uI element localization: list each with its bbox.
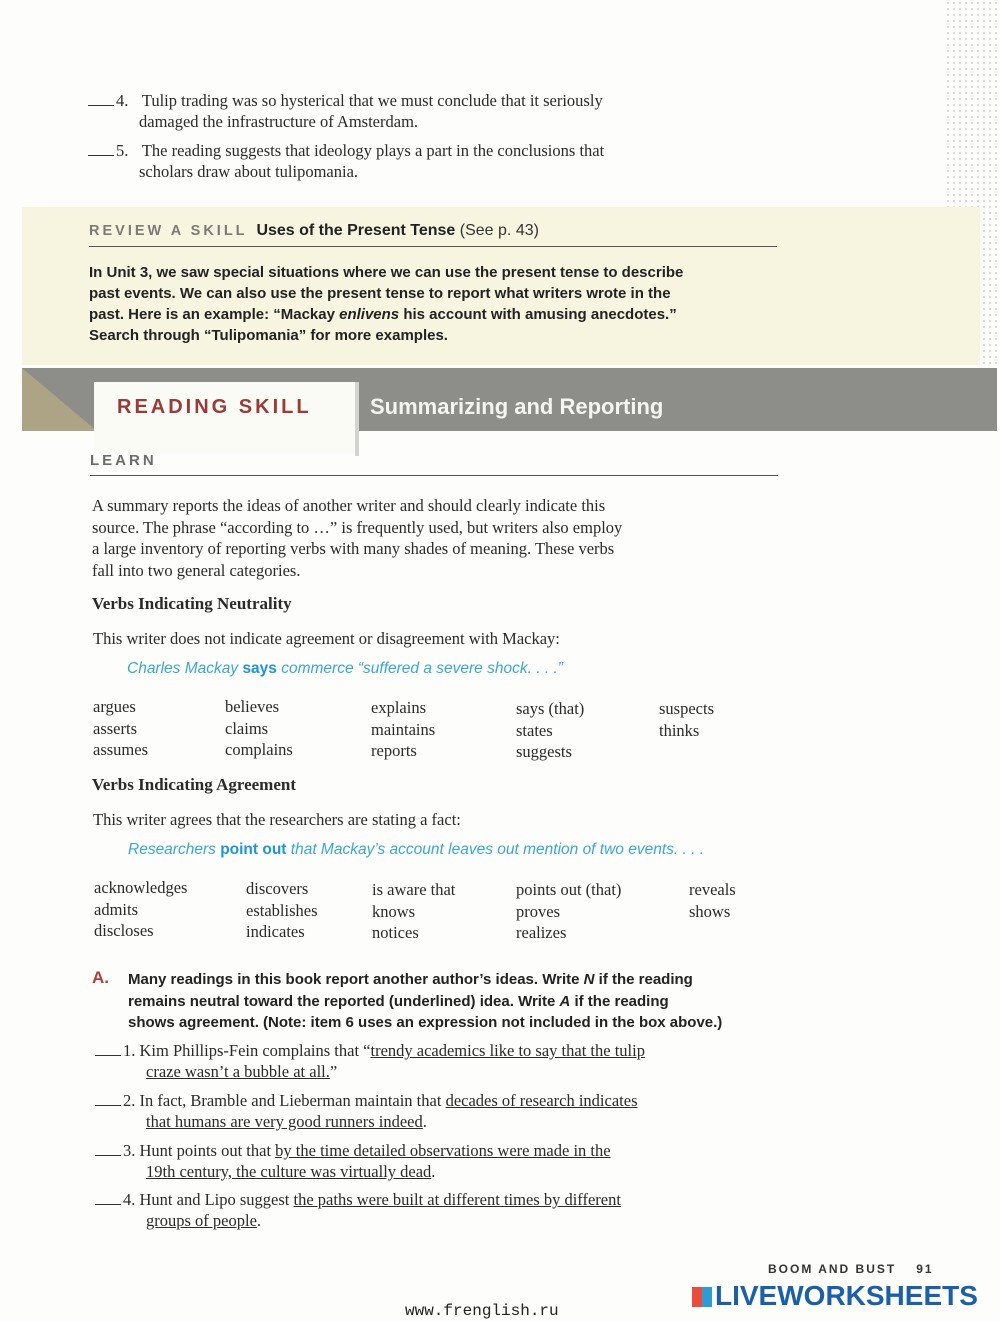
statement-item-4: 4. Tulip trading was so hysterical that we must conclude that it seriously damaged the infrastructure of Amsterdam. xyxy=(88,90,748,132)
exercise-label: A. xyxy=(92,968,109,987)
divider xyxy=(90,475,778,476)
agreement-verbs-col-4: points out (that) proves realizes xyxy=(516,880,622,942)
page-footer: BOOM AND BUST 91 xyxy=(768,1262,934,1276)
answer-blank[interactable] xyxy=(95,1155,121,1156)
exercise-item-3: 3. Hunt points out that by the time detailed observations were made in the 19th century, the culture was virtually dead. xyxy=(95,1140,785,1182)
statement-item-5: 5. The reading suggests that ideology plays a part in the conclusions that scholars draw about tulipomania. xyxy=(88,140,748,182)
neutral-verbs-col-5: suspects thinks xyxy=(659,699,714,740)
reading-skill-label: READING SKILL xyxy=(117,396,312,418)
neutral-verbs-col-4: says (that) states suggests xyxy=(516,699,585,761)
neutrality-intro: This writer does not indicate agreement or disagreement with Mackay: xyxy=(93,629,560,648)
exercise-instructions: Many readings in this book report another author’s ideas. Write N if the reading remains neutral toward the reported (underlined) idea. Write A if the reading shows agreement. (Note: item 6 uses an expression not included in the box above.) xyxy=(128,971,723,1031)
answer-blank[interactable] xyxy=(88,105,114,106)
agreement-heading: Verbs Indicating Agreement xyxy=(92,775,296,794)
answer-blank[interactable] xyxy=(95,1055,121,1056)
divider xyxy=(89,246,777,247)
learn-paragraph: A summary reports the ideas of another writer and should clearly indicate this source. The phrase “according to …” is frequently used, but writers also employ a large inventory of reporting verbs with many shades of meaning. These verbs fall into two general categories. xyxy=(92,496,623,580)
neutral-verbs-col-1: argues asserts assumes xyxy=(93,697,148,759)
neutral-verbs-col-2: believes claims complains xyxy=(225,697,293,759)
review-skill-heading: REVIEW A SKILL Uses of the Present Tense (See p. 43) xyxy=(89,222,539,239)
exercise-item-4: 4. Hunt and Lipo suggest the paths were built at different times by different groups of people. xyxy=(95,1189,785,1231)
agreement-verbs-col-2: discovers establishes indicates xyxy=(246,879,318,941)
agreement-verbs-col-3: is aware that knows notices xyxy=(372,880,456,942)
page-number: 91 xyxy=(916,1262,934,1276)
agreement-intro: This writer agrees that the researchers are stating a fact: xyxy=(93,810,461,829)
liveworksheets-logo: LIVEWORKSHEETS xyxy=(692,1280,978,1312)
agreement-verbs-col-5: reveals shows xyxy=(689,880,736,921)
reading-skill-title: Summarizing and Reporting xyxy=(370,394,664,419)
source-url: www.frenglish.ru xyxy=(405,1302,559,1320)
learn-heading: LEARN xyxy=(90,452,157,469)
neutrality-example: Charles Mackay says commerce “suffered a severe shock. . . .” xyxy=(127,660,563,677)
agreement-example: Researchers point out that Mackay’s account leaves out mention of two events. . . . xyxy=(128,841,705,858)
agreement-verbs-col-1: acknowledges admits discloses xyxy=(94,878,188,940)
answer-blank[interactable] xyxy=(95,1105,121,1106)
answer-blank[interactable] xyxy=(88,155,114,156)
review-skill-text: In Unit 3, we saw special situations where we can use the present tense to describe past events. We can also use the present tense to report what writers wrote in the past. Here is an example: “Mackay enlivens his account with amusing anecdotes.” Search through “Tulipomania” for more examples. xyxy=(89,264,684,344)
grid-logo-icon xyxy=(692,1287,712,1307)
banner-accent xyxy=(22,368,97,431)
neutrality-heading: Verbs Indicating Neutrality xyxy=(92,594,292,613)
exercise-item-2: 2. In fact, Bramble and Lieberman maintain that decades of research indicates that humans are very good runners indeed. xyxy=(95,1090,785,1132)
answer-blank[interactable] xyxy=(95,1204,121,1205)
exercise-item-1: 1. Kim Phillips-Fein complains that “trendy academics like to say that the tulip craze wasn’t a bubble at all.” xyxy=(95,1040,785,1082)
neutral-verbs-col-3: explains maintains reports xyxy=(371,698,436,760)
